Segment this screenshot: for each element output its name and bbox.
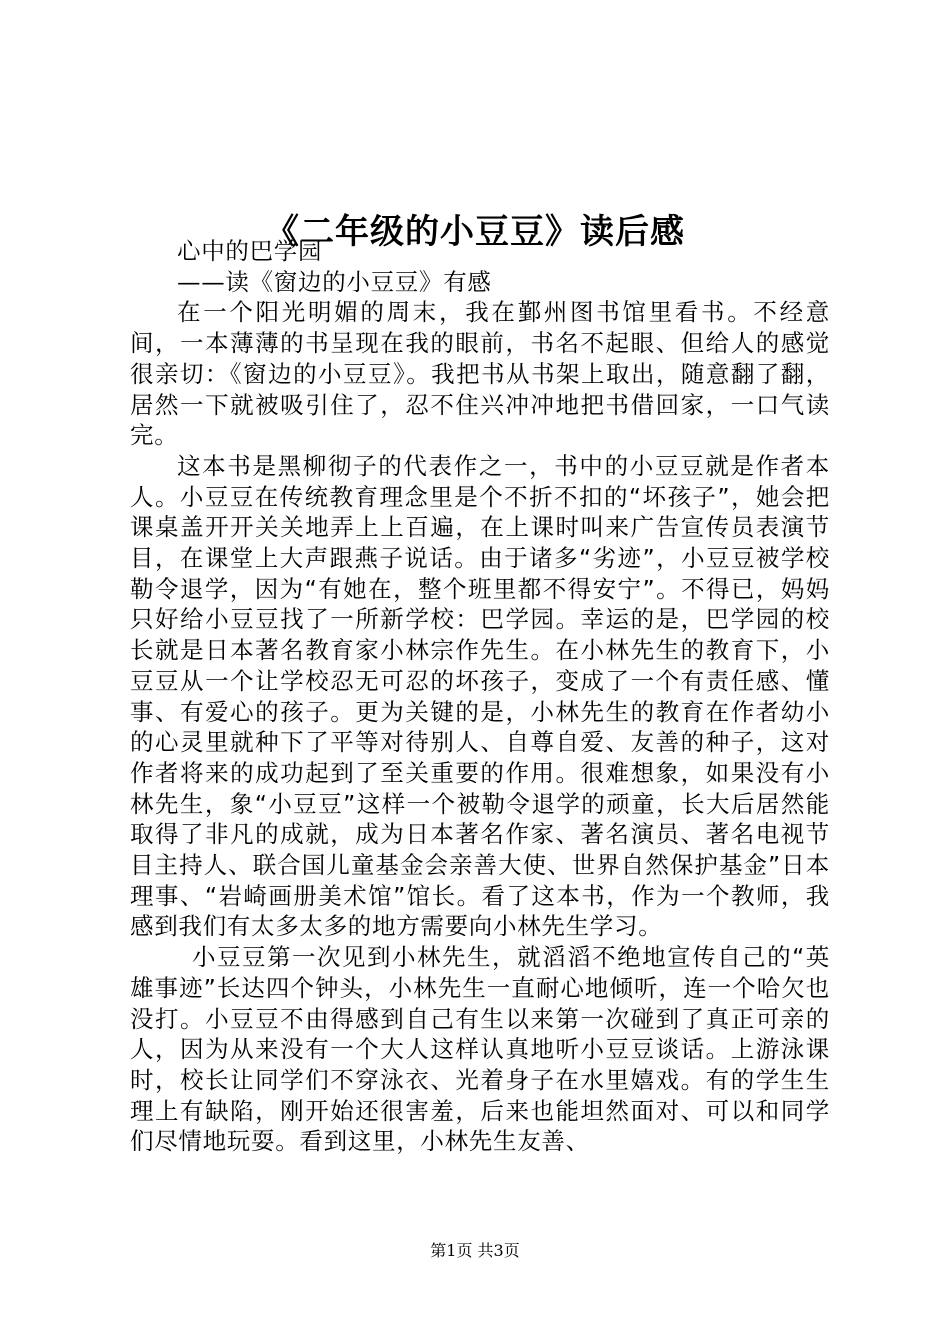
paragraph: 这本书是黑柳彻子的代表作之一，书中的小豆豆就是作者本人。小豆豆在传统教育理念里是个不折不扣的“坏孩子”，她会把课桌盖开开关关地弄上上百遍，在上课时叫来广告宣传员表演节目，在课堂上大声跟燕子说话。由于诸多“劣迹”，小豆豆被学校勒令退学，因为“有她在，整个班里都不得安宁”。不得已，妈妈只好给小豆豆找了一所新学校：巴学园。幸运的是，巴学园的校长就是日本著名教育家小林宗作先生。在小林先生的教育下，小豆豆从一个让学校忍无可忍的坏孩子，变成了一个有责任感、懂事、有爱心的孩子。更为关键的是，小林先生的教育在作者幼小的心灵里就种下了平等对待别人、自尊自爱、友善的种子，这对作者将来的成功起到了至关重要的作用。很难想象，如果没有小林先生，象“小豆豆”这样一个被勒令退学的顽童，长大后居然能取得了非凡的成就，成为日本著名作家、著名演员、著名电视节目主持人、联合国儿童基金会亲善大使、世界自然保护基金”日本理事、“岩崎画册美术馆”馆长。看了这本书，作为一个教师，我感到我们有太多太多的地方需要向小林先生学习。 (130, 451, 830, 941)
subtitle-line: 心中的巴学园 (177, 237, 323, 265)
document-title: 《二年级的小豆豆》读后感 (265, 211, 685, 252)
document-body (130, 236, 830, 1157)
subtitle-line: ——读《窗边的小豆豆》有感 (177, 267, 492, 296)
paragraph: 在一个阳光明媚的周末，我在鄞州图书馆里看书。不经意间，一本薄薄的书呈现在我的眼前，书名不起眼、但给人的感觉很亲切：《窗边的小豆豆》。我把书从书架上取出，随意翻了翻，居然一下就被吸引住了，忍不住兴冲冲地把书借回家，一口气读完。 (130, 298, 830, 450)
page-footer: 第1页 共3页 (430, 1241, 520, 1260)
paragraph: 小豆豆第一次见到小林先生，就滔滔不绝地宣传自己的“英雄事迹”长达四个钟头，小林先生一直耐心地倾听，连一个哈欠也没打。小豆豆不由得感到自己有生以来第一次碰到了真正可亲的人，因为从来没有一个大人这样认真地听小豆豆谈话。上游泳课时，校长让同学们不穿泳衣、光着身子在水里嬉戏。有的学生生理上有缺陷，刚开始还很害羞，后来也能坦然面对、可以和同学们尽情地玩耍。看到这里，小林先生友善、 (130, 943, 830, 1156)
